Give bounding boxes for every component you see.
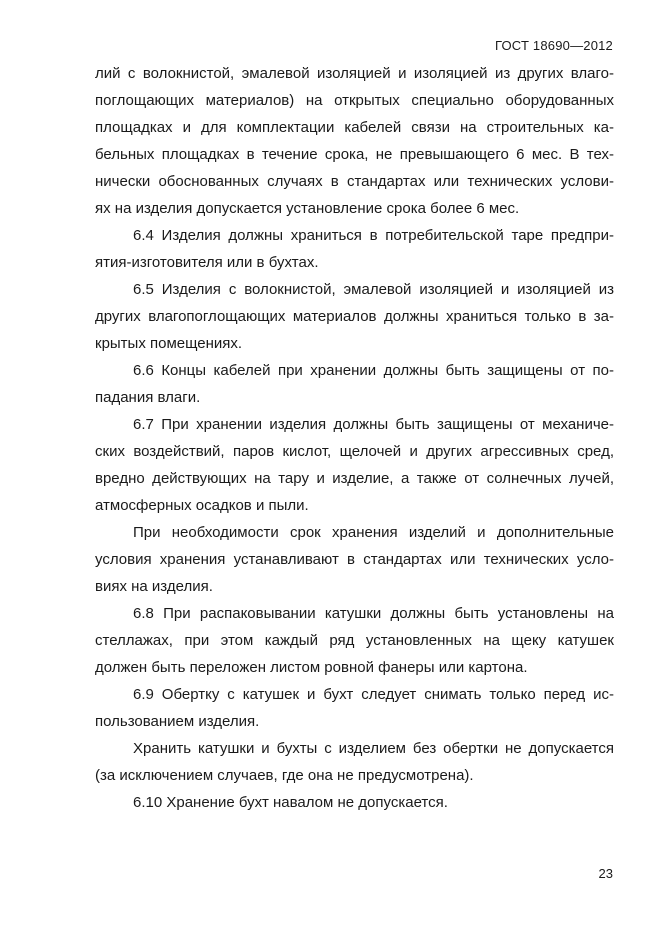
document-header-standard-number: ГОСТ 18690—2012 xyxy=(494,38,613,53)
text-line: площадках и для комплектации кабелей связи на строительных ка- xyxy=(95,119,614,136)
text-line: лий с волокнистой, эмалевой изоляцией и изоляцией из других влаго- xyxy=(95,65,614,82)
text-line: 6.8 При распаковывании катушки должны быть установлены на xyxy=(133,605,614,622)
text-line: 6.5 Изделия с волокнистой, эмалевой изоляцией и изоляцией из xyxy=(133,281,614,298)
text-line: 6.7 При хранении изделия должны быть защищены от механиче- xyxy=(133,416,614,433)
document-body xyxy=(95,60,614,816)
page-number: 23 xyxy=(598,866,613,881)
text-line: 6.6 Концы кабелей при хранении должны быть защищены от по- xyxy=(133,362,614,379)
text-line: бельных площадках в течение срока, не превышающего 6 мес. В тех- xyxy=(95,146,614,163)
text-line: При необходимости срок хранения изделий и дополнительные xyxy=(133,524,614,541)
text-line: других влагопоглощающих материалов должны храниться только в за- xyxy=(95,308,614,325)
text-line: (за исключением случаев, где она не предусмотрена). xyxy=(95,767,474,784)
text-line: условия хранения устанавливают в стандартах или технических усло- xyxy=(95,551,614,568)
text-line: стеллажах, при этом каждый ряд установленных на щеку катушек xyxy=(95,632,614,649)
text-line: нически обоснованных случаях в стандартах или технических услови- xyxy=(95,173,614,190)
text-line: ях на изделия допускается установление срока более 6 мес. xyxy=(95,200,520,217)
text-line: Хранить катушки и бухты с изделием без обертки не допускается xyxy=(133,740,614,757)
text-line: ятия-изготовителя или в бухтах. xyxy=(95,254,319,271)
text-line: падания влаги. xyxy=(95,389,201,406)
text-line: атмосферных осадков и пыли. xyxy=(95,497,309,514)
text-line: пользованием изделия. xyxy=(95,713,260,730)
text-line: ских воздействий, паров кислот, щелочей и других агрессивных сред, xyxy=(95,443,614,460)
text-line: поглощающих материалов) на открытых специально оборудованных xyxy=(95,92,614,109)
text-line: должен быть переложен листом ровной фанеры или картона. xyxy=(95,659,528,676)
text-line: 6.10 Хранение бухт навалом не допускается. xyxy=(133,794,448,811)
text-line: 6.4 Изделия должны храниться в потребительской таре предпри- xyxy=(133,227,614,244)
text-line: виях на изделия. xyxy=(95,578,213,595)
text-line: 6.9 Обертку с катушек и бухт следует снимать только перед ис- xyxy=(133,686,614,703)
text-line: крытых помещениях. xyxy=(95,335,243,352)
text-line: вредно действующих на тару и изделие, а также от солнечных лучей, xyxy=(95,470,614,487)
